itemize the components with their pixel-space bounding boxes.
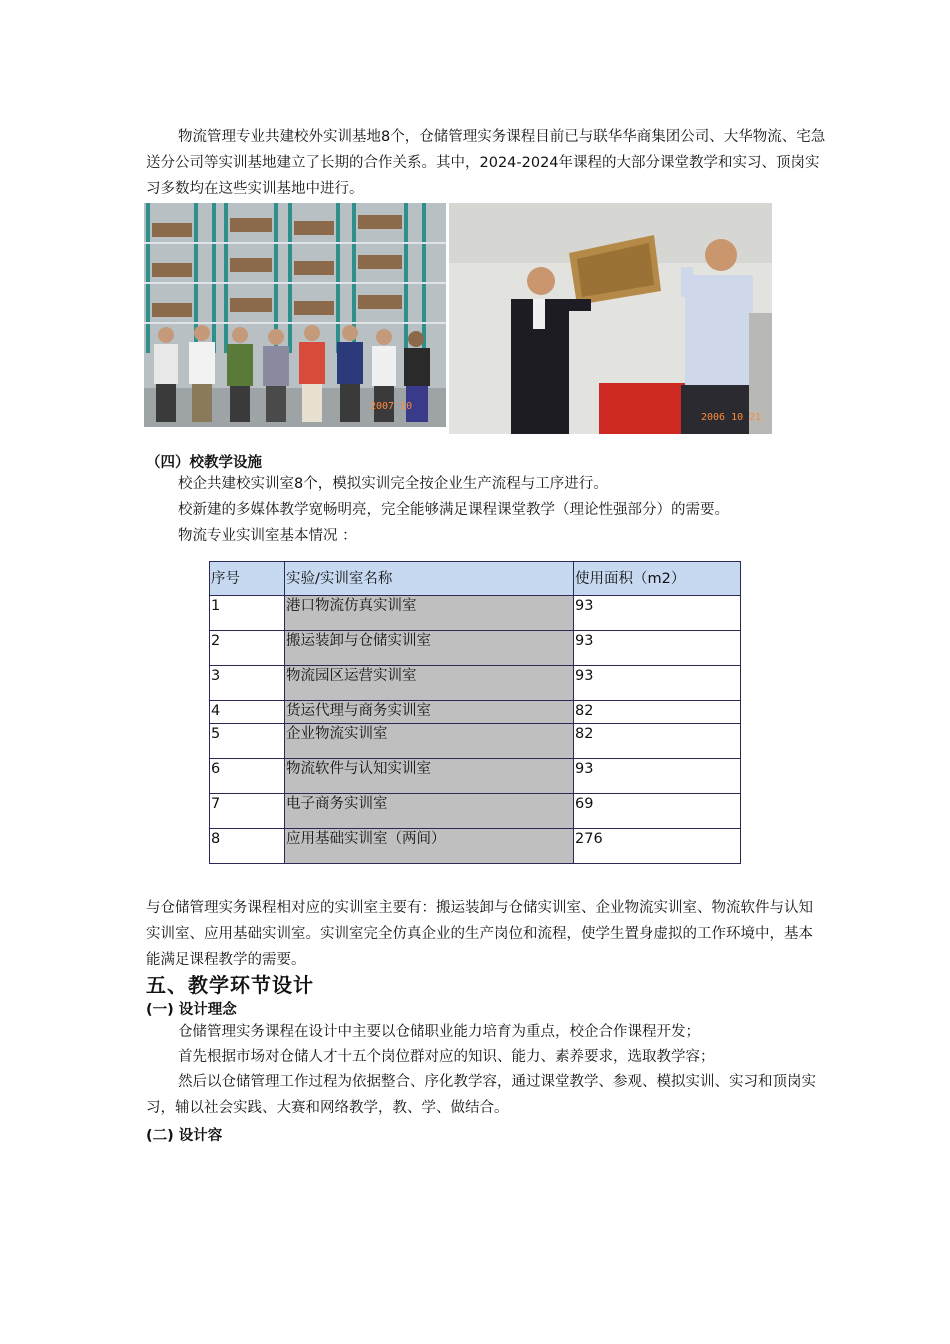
table-cell: 8	[210, 829, 285, 864]
table-cell: 7	[210, 794, 285, 829]
plaque-ceremony-photo	[449, 203, 772, 434]
table-row	[210, 759, 741, 794]
table-row	[210, 794, 741, 829]
photo-date-stamp: 2006 10 21	[701, 412, 762, 423]
intro-paragraph: 物流管理专业共建校外实训基地8个，仓储管理实务课程目前已与联华华商集团公司、大华物流、宅急送分公司等实训基地建立了长期的合作关系。其中，2024-2024年课程的大部分课堂教学和实习、顶岗实习多数均在这些实训基地中进行。	[146, 129, 826, 197]
table-cell: 93	[574, 759, 741, 794]
table-cell: 93	[574, 666, 741, 701]
column-header: 序号	[210, 562, 285, 596]
table-row	[210, 596, 741, 631]
table-cell: 物流软件与认知实训室	[285, 759, 574, 794]
text-line: 物流专业实训室基本情况 ：	[178, 528, 357, 544]
section-heading: 五、教学环节设计	[146, 973, 314, 997]
table-header-row	[210, 562, 741, 596]
table-cell: 4	[210, 701, 285, 724]
table-row	[210, 666, 741, 701]
column-header: 使用面积（m2）	[574, 562, 741, 596]
table-row	[210, 701, 741, 724]
section-heading: （四）校教学设施	[146, 455, 262, 471]
table-row	[210, 724, 741, 759]
column-header: 实验/实训室名称	[285, 562, 574, 596]
table-cell: 3	[210, 666, 285, 701]
table-row	[210, 631, 741, 666]
table-cell: 93	[574, 631, 741, 666]
lab-summary-paragraph: 与仓储管理实务课程相对应的实训室主要有：搬运装卸与仓储实训室、企业物流实训室、物流软件与认知实训室、应用基础实训室。实训室完全仿真企业的生产岗位和流程，使学生置身虚拟的工作环境中，基本能满足课程教学的需要。	[146, 900, 813, 968]
table-cell: 5	[210, 724, 285, 759]
table-cell: 应用基础实训室（两间）	[285, 829, 574, 864]
table-cell: 电子商务实训室	[285, 794, 574, 829]
warehouse-group-photo	[144, 203, 446, 427]
table-cell: 企业物流实训室	[285, 724, 574, 759]
table-cell: 69	[574, 794, 741, 829]
table-cell: 93	[574, 596, 741, 631]
photo-date-stamp: 2007 10	[370, 401, 413, 412]
table-cell: 搬运装卸与仓储实训室	[285, 631, 574, 666]
table-cell: 2	[210, 631, 285, 666]
text-line: 校企共建校实训室8个，模拟实训完全按企业生产流程与工序进行。	[178, 476, 608, 492]
table-cell: 276	[574, 829, 741, 864]
text-line: 首先根据市场对仓储人才十五个岗位群对应的知识、能力、素养要求，选取教学容；	[178, 1049, 715, 1065]
table-cell: 港口物流仿真实训室	[285, 596, 574, 631]
design-paragraph: 然后以仓储管理工作过程为依据整合、序化教学容，通过课堂教学、参观、模拟实训、实习和顶岗实习，辅以社会实践、大赛和网络教学，教、学、做结合。	[146, 1074, 816, 1116]
text-line: 仓储管理实务课程在设计中主要以仓储职业能力培育为重点，校企合作课程开发；	[178, 1024, 700, 1040]
table-cell: 6	[210, 759, 285, 794]
table-cell: 82	[574, 724, 741, 759]
subsection-heading: (二) 设计容	[146, 1128, 223, 1144]
table-cell: 物流园区运营实训室	[285, 666, 574, 701]
subsection-heading: (一) 设计理念	[146, 1002, 237, 1018]
table-row	[210, 829, 741, 864]
table-cell: 1	[210, 596, 285, 631]
lab-table	[209, 561, 741, 864]
text-line: 校新建的多媒体教学宽畅明亮，完全能够满足课程课堂教学（理论性强部分）的需要。	[178, 502, 729, 518]
table-cell: 82	[574, 701, 741, 724]
table-cell: 货运代理与商务实训室	[285, 701, 574, 724]
